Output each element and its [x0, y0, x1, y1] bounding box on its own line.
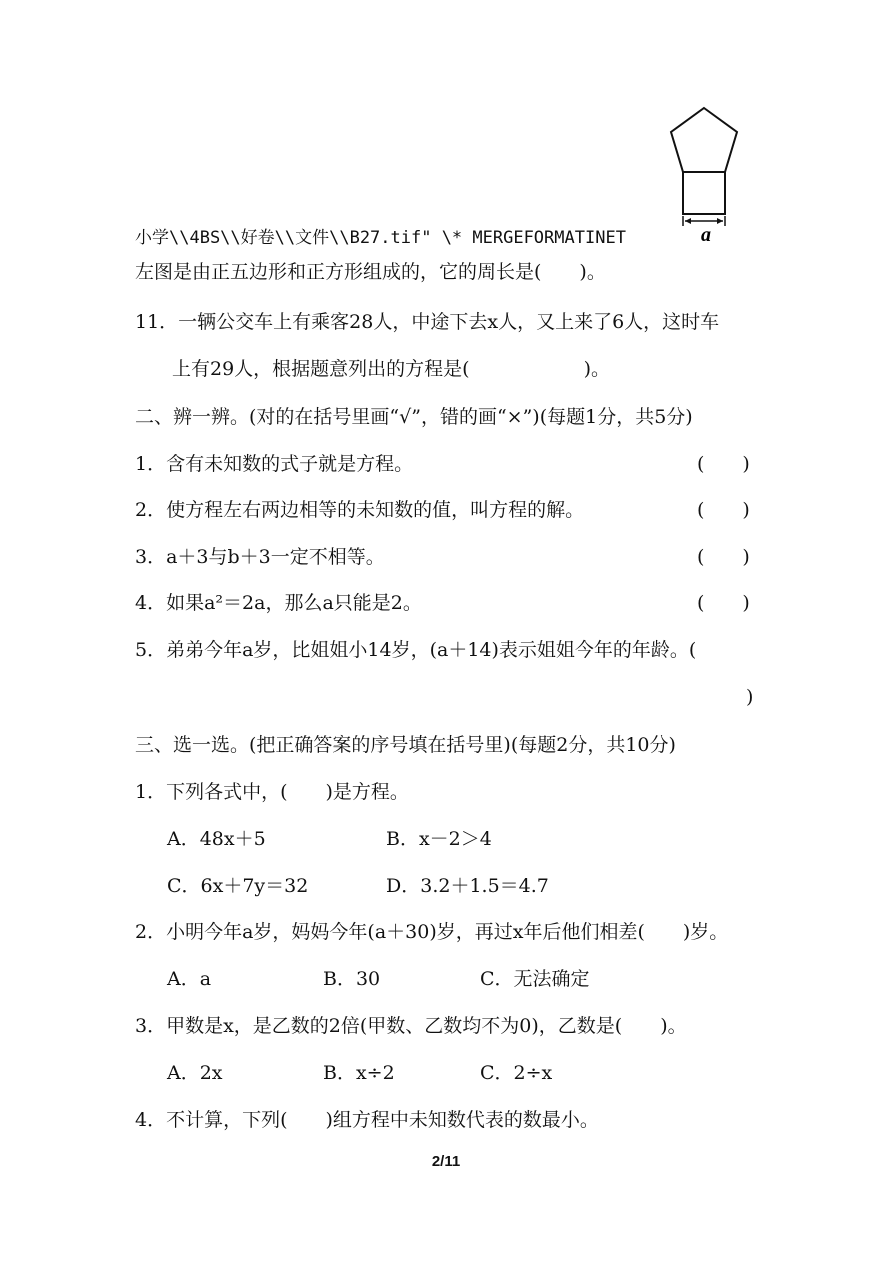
figure-label-a: a [701, 224, 711, 244]
s3-question-2: 2．小明今年a岁，妈妈今年(a＋30)岁，再过x年后他们相差( )岁。 [135, 921, 729, 943]
pentagon-shape [671, 108, 737, 172]
s2-item-3-answer-paren[interactable]: ( ) [697, 546, 750, 568]
square-shape [683, 172, 725, 214]
field-code-text: 小学\\4BS\\好卷\\文件\\B27.tif" \* MERGEFORMATINET [135, 228, 626, 248]
question-11-line2: 上有29人，根据题意列出的方程是( )。 [172, 358, 611, 380]
section-2-heading: 二、辨一辨。(对的在括号里画“√”，错的画“×”)(每题1分，共5分) [135, 406, 693, 428]
s2-item-2-answer-paren[interactable]: ( ) [697, 499, 750, 521]
section-3-heading: 三、选一选。(把正确答案的序号填在括号里)(每题2分，共10分) [135, 734, 676, 756]
s3-q1-option-b[interactable]: B．x－2＞4 [386, 828, 492, 850]
s2-item-4-answer-paren[interactable]: ( ) [697, 592, 750, 614]
s2-item-1-answer-paren[interactable]: ( ) [697, 453, 750, 475]
question-11-line1: 11．一辆公交车上有乘客28人，中途下去x人，又上来了6人，这时车 [135, 311, 720, 333]
question-10-text: 左图是由正五边形和正方形组成的，它的周长是( )。 [135, 261, 606, 283]
s2-item-3: 3．a＋3与b＋3一定不相等。 [135, 546, 385, 568]
s3-q1-option-d[interactable]: D．3.2＋1.5＝4.7 [386, 875, 549, 897]
s3-q1-option-c[interactable]: C．6x＋7y＝32 [167, 875, 309, 897]
s3-q2-option-b[interactable]: B．30 [323, 968, 381, 990]
page-number: 2/11 [431, 1153, 461, 1170]
s3-q2-option-a[interactable]: A．a [167, 968, 212, 990]
s2-item-4: 4．如果a²＝2a，那么a只能是2。 [135, 592, 422, 614]
s3-question-4: 4．不计算，下列( )组方程中未知数代表的数最小。 [135, 1109, 599, 1131]
s3-q3-option-a[interactable]: A．2x [167, 1062, 223, 1084]
s2-item-5-answer-paren[interactable]: ) [746, 686, 754, 708]
s3-q1-option-a[interactable]: A．48x＋5 [167, 828, 266, 850]
s2-item-1: 1．含有未知数的式子就是方程。 [135, 453, 414, 475]
s3-q3-option-c[interactable]: C．2÷x [480, 1062, 553, 1084]
s3-question-1: 1．下列各式中，( )是方程。 [135, 781, 409, 803]
pentagon-square-figure [664, 104, 744, 244]
s3-q2-option-c[interactable]: C．无法确定 [480, 968, 590, 990]
s2-item-2: 2．使方程左右两边相等的未知数的值，叫方程的解。 [135, 499, 585, 521]
s3-question-3: 3．甲数是x，是乙数的2倍(甲数、乙数均不为0)，乙数是( )。 [135, 1015, 687, 1037]
s2-item-5: 5．弟弟今年a岁，比姐姐小14岁，(a＋14)表示姐姐今年的年龄。( [135, 639, 697, 661]
s3-q3-option-b[interactable]: B．x÷2 [323, 1062, 395, 1084]
